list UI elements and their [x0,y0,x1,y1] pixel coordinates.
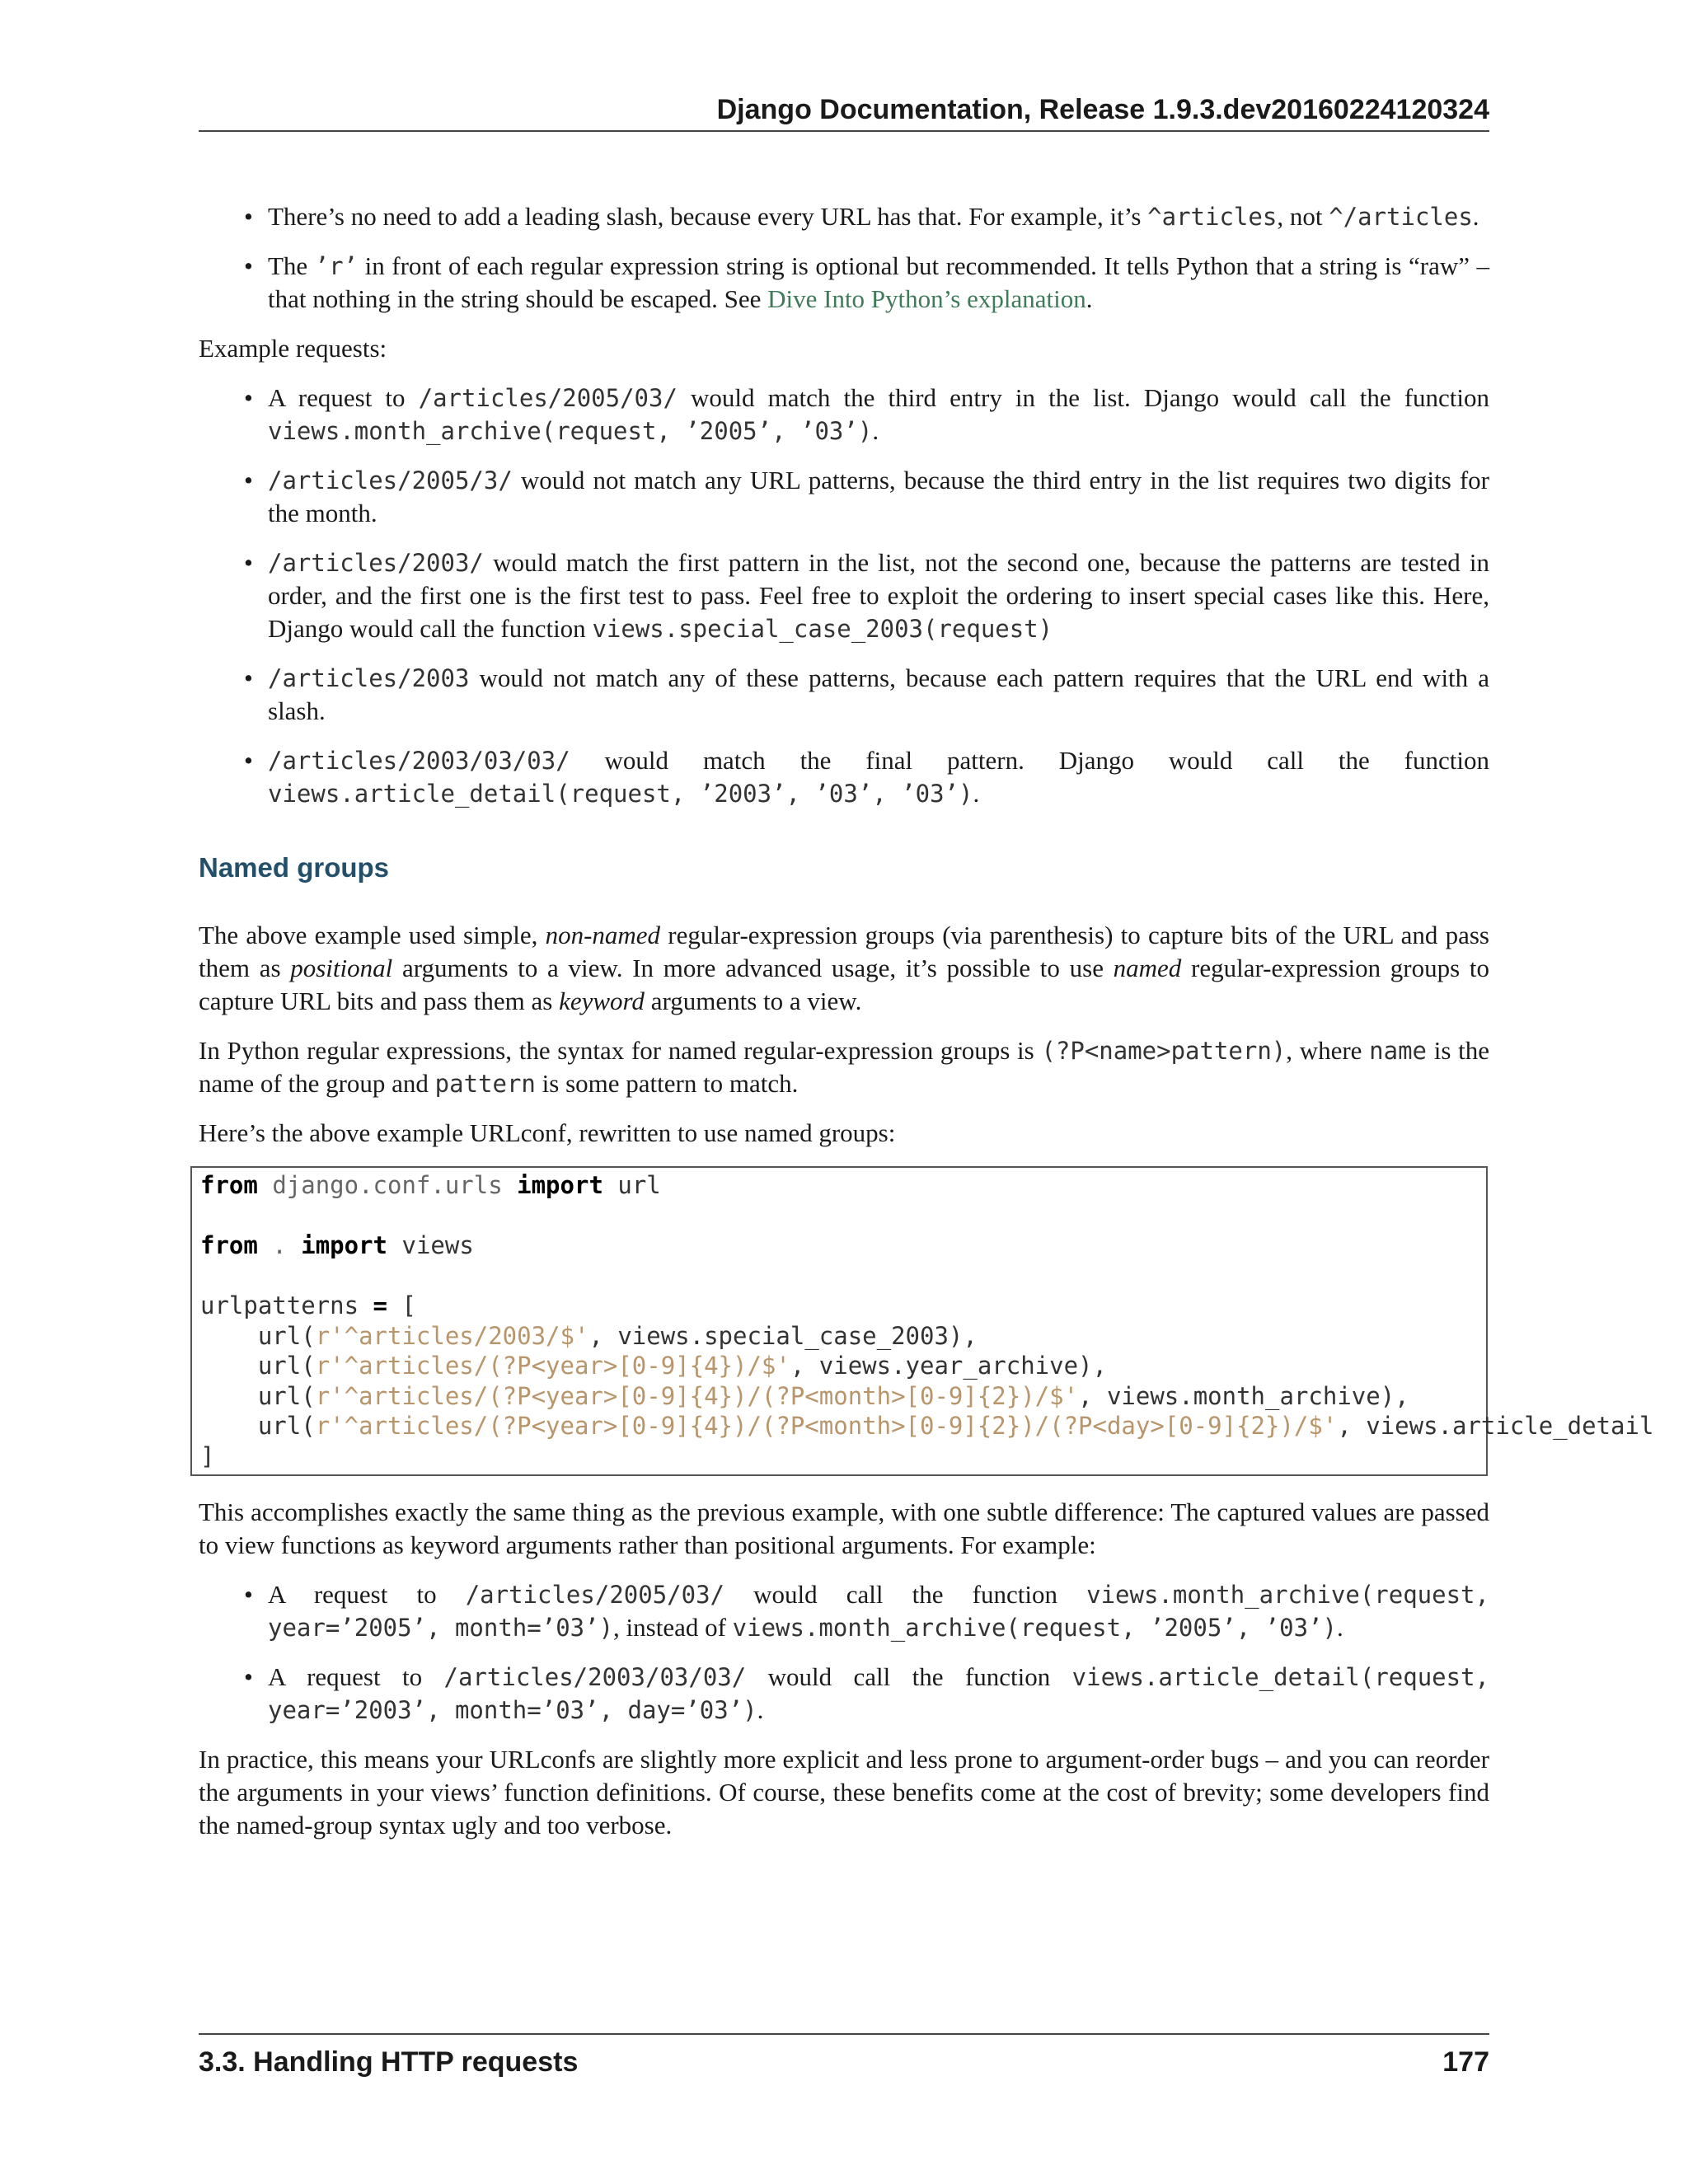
paragraph: Here’s the above example URLconf, rewritten to use named groups: [199,1118,896,1147]
bullet-icon: • [244,202,253,231]
bullet-icon: • [244,251,253,280]
section-heading: Named groups [199,852,390,883]
list-item: • /articles/2005/3/ would not match any URL patterns, because the third entry in the list requires two digits for the month. [244,466,1489,527]
bullet-icon: • [244,548,253,577]
page-content [199,200,1654,1858]
example-requests-label: Example requests: [199,334,387,363]
paragraph: The above example used simple, non-named regular-expression groups (via parenthesis) to capture bits of the URL and pass them as positional arguments to a view. In more advanced usage, it’s possible to use named regular-expression groups to capture URL bits and pass them as keyword arguments to a view. [199,921,1489,1015]
list-item: • /articles/2003/ would match the first pattern in the list, not the second one, because the patterns are tested in order, and the first one is the first test to pass. Feel free to exploit the ordering to insert special cases like this. Here, Django would call the function views.special_case_2003(request) [244,548,1489,643]
dive-into-python-link[interactable]: Dive Into Python’s explanation [767,284,1086,313]
paragraph: In practice, this means your URLconfs are slightly more explicit and less prone to argument-order bugs – and you can reorder the arguments in your views’ function definitions. Of course, these benefits come at the cost of brevity; some developers find the named-group syntax ugly and too verbose. [199,1745,1489,1840]
list-item: • /articles/2003/03/03/ would match the final pattern. Django would call the function views.article_detail(request, ’2003’, ’03’, ’03’). [244,746,1489,808]
list-item: • There’s no need to add a leading slash, because every URL has that. For example, it’s ^articles, not ^/articles. [199,200,1489,233]
list-item: • A request to /articles/2005/03/ would match the third entry in the list. Django would call the function views.month_archive(request, ’2005’, ’03’). [244,383,1489,445]
running-footer [199,2033,1489,2081]
page-number: 177 [1442,2046,1489,2078]
bullet-icon: • [244,663,253,692]
bullet-icon: • [244,1580,253,1609]
list-item: • The ’r’ in front of each regular expression string is optional but recommended. It tells Python that a string is “raw” – that nothing in the string should be escaped. See Dive Into Python’s explanation. [244,251,1489,313]
header-title: Django Documentation, Release 1.9.3.dev20160224120324 [716,94,1489,125]
paragraph: In Python regular expressions, the syntax for named regular-expression groups is (?P<name>pattern), where name is the name of the group and pattern is some pattern to match. [199,1036,1489,1098]
code-text: from django.conf.urls import url from . import views urlpatterns = [ url(r'^articles/2003/$', views.special_case_2003), url(r'^articles/(?P<year>[0-9]{4})/$', views.year_archive), url(r'^articles/(?P<year>[0-9]{4})/(?P<month>[0-9]{2})/$', views.month_archive), url(r'^articles/(?P<year>[0-9]{4})/(?P<month>[0-9]{2})/(?P<day>[0-9]{2})/$', views.article_detail ] [200,1171,1654,1470]
bullet-icon: • [244,746,253,775]
example-bullet-list [199,382,1489,810]
code-block [190,1166,1654,1476]
intro-bullet-list [199,200,1489,316]
named-bullet-list [199,1578,1489,1727]
list-item: • A request to /articles/2003/03/03/ would call the function views.article_detail(request, year=’2003’, month=’03’, day=’03’). [244,1662,1489,1724]
running-header [199,91,1489,132]
list-item: • A request to /articles/2005/03/ would call the function views.month_archive(request, year=’2005’, month=’03’), instead of views.month_archive(request, ’2005’, ’03’). [244,1580,1489,1642]
bullet-icon: • [244,1662,253,1691]
list-item: • /articles/2003 would not match any of these patterns, because each pattern requires that the URL end with a slash. [244,663,1489,725]
bullet-icon: • [244,466,253,494]
bullet-icon: • [244,383,253,412]
footer-section-title: 3.3. Handling HTTP requests [199,2046,579,2078]
paragraph: This accomplishes exactly the same thing as the previous example, with one subtle difference: The captured values are passed to view functions as keyword arguments rather than positional arguments. For example: [199,1497,1489,1559]
